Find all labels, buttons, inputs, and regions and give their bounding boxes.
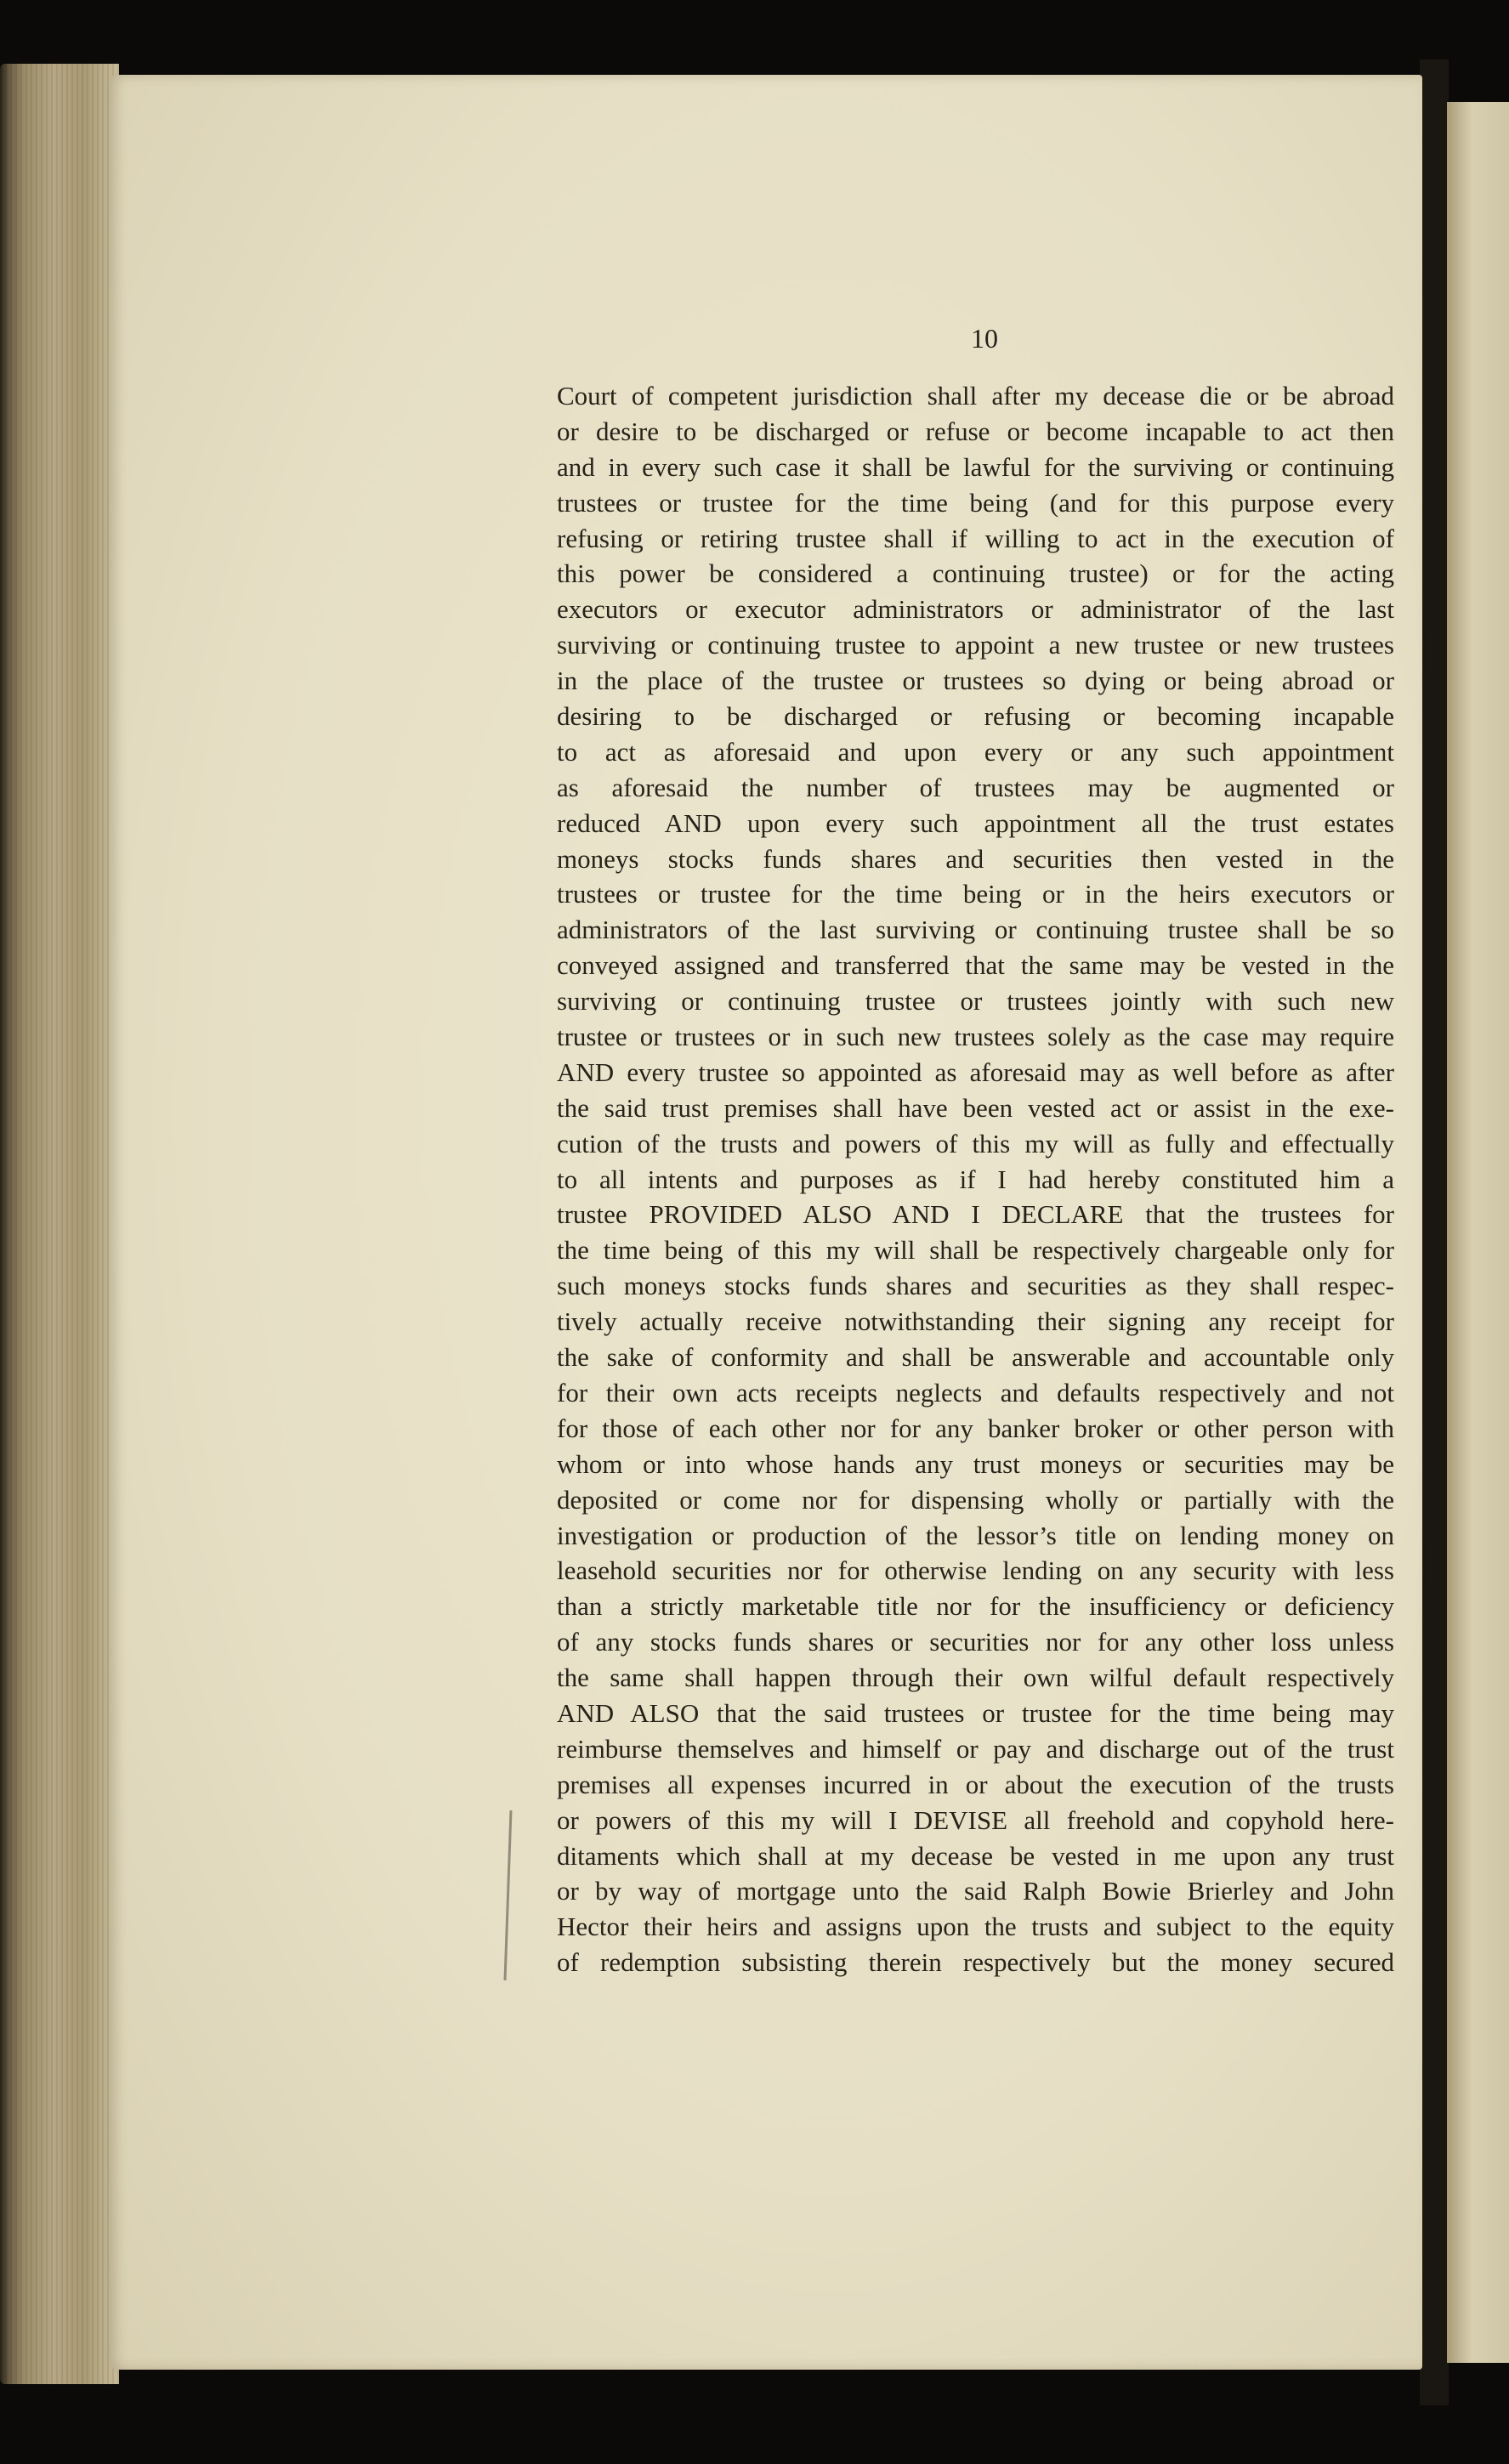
text-line: this power be considered a continuing trustee) or for the acting: [557, 558, 1394, 589]
text-line: cution of the trusts and powers of this my will as fully and effectually: [557, 1128, 1394, 1158]
book-gutter: [1420, 59, 1449, 2405]
text-line: to act as aforesaid and upon every or any such appointment: [557, 736, 1394, 767]
text-line: and in every such case it shall be lawful for the surviving or continuing: [557, 451, 1394, 482]
text-line: of redemption subsisting therein respectively but the money secured: [557, 1947, 1394, 1978]
text-line: for those of each other nor for any banker broker or other person with: [557, 1413, 1394, 1443]
text-line: administrators of the last surviving or continuing trustee shall be so: [557, 915, 1394, 945]
text-line: trustees or trustee for the time being or in the heirs executors or: [557, 879, 1394, 909]
text-line: the time being of this my will shall be respectively chargeable only for: [557, 1235, 1394, 1266]
page-number: 10: [971, 323, 998, 354]
text-line: AND every trustee so appointed as aforesaid may as well before as after: [557, 1056, 1394, 1087]
text-line: or by way of mortgage unto the said Ralph Bowie Brierley and John: [557, 1876, 1394, 1906]
text-line: or powers of this my will I DEVISE all freehold and copyhold here-: [557, 1804, 1394, 1835]
text-line: the said trust premises shall have been vested act or assist in the exe-: [557, 1092, 1394, 1123]
text-line: whom or into whose hands any trust moneys or securities may be: [557, 1448, 1394, 1479]
text-line: premises all expenses incurred in or about the execution of the trusts: [557, 1769, 1394, 1799]
text-line: such moneys stocks funds shares and securities as they shall respec-: [557, 1271, 1394, 1301]
text-line: deposited or come nor for dispensing wholly or partially with the: [557, 1484, 1394, 1515]
text-line: conveyed assigned and transferred that the same may be vested in the: [557, 950, 1394, 981]
text-line: the same shall happen through their own wilful default respectively: [557, 1662, 1394, 1693]
book-page-edges: [0, 64, 119, 2384]
text-line: reduced AND upon every such appointment all the trust estates: [557, 807, 1394, 838]
text-line: refusing or retiring trustee shall if willing to act in the execution of: [557, 523, 1394, 553]
text-line: for their own acts receipts neglects and defaults respectively and not: [557, 1377, 1394, 1408]
text-line: than a strictly marketable title nor for the insufficiency or deficiency: [557, 1591, 1394, 1622]
facing-page-edge: [1447, 102, 1509, 2363]
text-line: leasehold securities nor for otherwise lending on any security with less: [557, 1555, 1394, 1586]
text-line: ditaments which shall at my decease be vested in me upon any trust: [557, 1840, 1394, 1871]
text-line: desiring to be discharged or refusing or becoming incapable: [557, 701, 1394, 732]
text-line: trustee or trustees or in such new trustees solely as the case may require: [557, 1022, 1394, 1052]
text-line: trustee PROVIDED ALSO AND I DECLARE that the trustees for: [557, 1199, 1394, 1230]
text-line: in the place of the trustee or trustees so dying or being abroad or: [557, 666, 1394, 696]
text-line: moneys stocks funds shares and securities then vested in the: [557, 843, 1394, 874]
text-line: reimburse themselves and himself or pay and discharge out of the trust: [557, 1733, 1394, 1764]
text-line: Hector their heirs and assigns upon the trusts and subject to the equity: [557, 1912, 1394, 1942]
text-line: to all intents and purposes as if I had hereby constituted him a: [557, 1164, 1394, 1194]
text-line: or desire to be discharged or refuse or become incapable to act then: [557, 416, 1394, 446]
text-line: as aforesaid the number of trustees may be augmented or: [557, 772, 1394, 802]
text-line: trustees or trustee for the time being (and for this purpose every: [557, 487, 1394, 518]
text-line: surviving or continuing trustee to appoint a new trustee or new trustees: [557, 630, 1394, 660]
body-text: [557, 378, 1394, 1980]
text-line: of any stocks funds shares or securities nor for any other loss unless: [557, 1627, 1394, 1657]
text-line: surviving or continuing trustee or trustees jointly with such new: [557, 986, 1394, 1017]
text-line: tively actually receive notwithstanding their signing any receipt for: [557, 1306, 1394, 1337]
text-line: Court of competent jurisdiction shall after my decease die or be abroad: [557, 381, 1394, 411]
text-line: AND ALSO that the said trustees or trustee for the time being may: [557, 1697, 1394, 1728]
text-line: investigation or production of the lessor’s title on lending money on: [557, 1520, 1394, 1550]
text-line: the sake of conformity and shall be answerable and accountable only: [557, 1342, 1394, 1373]
text-line: executors or executor administrators or administrator of the last: [557, 594, 1394, 625]
